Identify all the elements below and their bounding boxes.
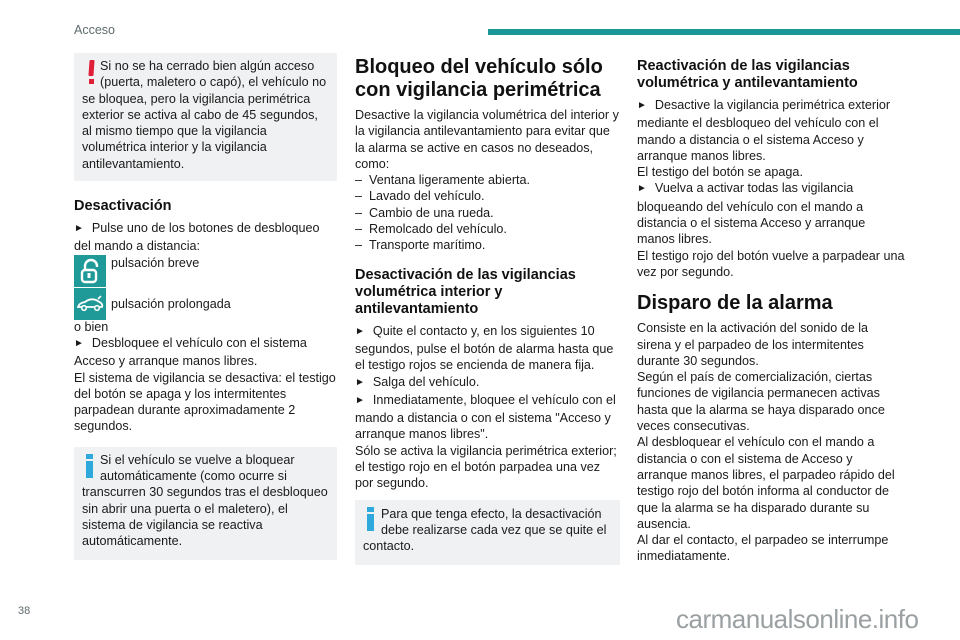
list-item: – Lavado del vehículo. [355,188,620,204]
volumetric-result: Sólo se activa la vigilancia perimétrica exterior; el testigo rojo en el botón parpadea una vez por segundo. [355,443,617,491]
volumetric-step-2: ► Salga del vehículo. [355,374,620,392]
info-note-relock: Si el vehículo se vuelve a bloquear automáticamente (como ocurre si transcurren 30 segundos tras el desbloqueo sin abrir una puerta o el maletero), el sistema de vigilancia se reactiva automáticamente. [74,447,337,560]
deactivation-volumetric-title: Desactivación de las vigilancias volumétrica interior y antilevantamiento [355,266,576,317]
chapter-title: Acceso [74,23,115,37]
step-marker-icon: ► [355,376,365,388]
list-item: – Transporte marítimo. [355,237,620,253]
reactivation-title: Reactivación de las vigilancias volumétrica y antilevantamiento [637,58,858,91]
header-rule [488,29,960,35]
car-unlock-icon [74,288,106,320]
deactivation-step-2: ► Desbloquee el vehículo con el sistema Acceso y arranque manos libres. [74,335,307,369]
long-press-label: pulsación prolongada [111,296,231,311]
unlock-padlock-icon [74,255,106,287]
alarm-para-4: Al dar el contacto, el parpadeo se interrumpe inmediatamente. [637,533,889,564]
remote-icons [74,255,337,319]
icon-row-long-press [74,287,337,319]
step-marker-icon: ► [637,183,647,195]
perimeter-lock-title: Bloqueo del vehículo sólo con vigilancia perimétrica [355,56,603,101]
info-note-text: transcurren 30 segundos tras el desbloqueo sin abrir una puerta o el maletero), el sistema de vigilancia se reactiva automáticamente. [82,485,328,549]
reactivation-step-1: ► Desactive la vigilancia perimétrica exterior mediante el desbloqueo del vehículo con el mando a distancia o el sistema Acceso y arranque manos libres. [637,98,891,163]
list-item: – Ventana ligeramente abierta. [355,172,620,188]
watermark: carmanualsonline.info [676,604,919,634]
page-number: 38 [18,605,31,617]
step-marker-icon: ► [355,394,365,406]
exclamation-icon [88,60,96,86]
short-press-label: pulsación breve [111,255,200,270]
reactivation-step-2: ► Vuelva a activar todas las vigilancia bloqueando del vehículo con el mando a distancia o el sistema Acceso y arranque manos libres. [637,181,866,247]
list-item: – Remolcado del vehículo. [355,221,620,237]
warning-note: Si no se ha cerrado bien algún acceso (puerta, maletero o capó), el vehículo no se bloquea, pero la vigilancia perimétrica exterior se activa al cabo de 45 segundos, al mismo tiempo que la vigilancia volumétrica interior y la vigilancia antilevantamiento. [74,53,337,181]
info-note-text: contacto. [363,539,415,554]
column-3 [637,58,905,565]
deactivation-title: Desactivación [74,198,172,215]
or-text: o bien [74,319,109,334]
perimeter-lock-intro: Desactive la vigilancia volumétrica del interior y la vigilancia antilevantamiento para evitar que la alarma se active en casos no deseados, como: [355,108,619,171]
step-marker-icon: ► [74,337,84,349]
info-note-ignition: Para que tenga efecto, la desactivación debe realizarse cada vez que se quite el contacto. [355,500,620,565]
step-marker-icon: ► [355,325,365,337]
warning-note-text: se bloquea, pero la vigilancia perimétrica exterior se activa al cabo de 45 segundos, al mismo tiempo que la vigilancia volumétrica interior y la vigilancia antilevantamiento. [82,91,318,171]
reactivation-result-1: El testigo del botón se apaga. [637,165,803,180]
volumetric-step-3: ► Inmediatamente, bloquee el vehículo con el mando a distancia o con el sistema "Acceso y arranque manos libres". [355,392,616,442]
alarm-para-3: Al desbloquear el vehículo con el mando a distancia o con el sistema de Acceso y arranque manos libres, el parpadeo rápido del testigo rojo del botón informa al conductor de que la alarma se ha disparado durante su ausencia. [637,435,895,531]
icon-row-short-press [74,255,337,287]
column-2 [355,56,620,565]
step-marker-icon: ► [637,100,647,111]
step-marker-icon: ► [74,223,84,235]
deactivation-result: El sistema de vigilancia se desactiva: el testigo del botón se apaga y los intermitentes parpadean durante aproximadamente 2 segundos. [74,370,336,434]
volumetric-step-1: ► Quite el contacto y, en los siguientes 10 segundos, pulse el botón de alarma hasta que el testigo rojos se encienda de manera fija. [355,323,614,373]
alarm-trigger-title: Disparo de la alarma [637,292,833,315]
deactivation-step-1: ► Pulse uno de los botones de desbloqueo del mando a distancia: [74,221,320,254]
reactivation-result-2: El testigo rojo del botón vuelve a parpadear una vez por segundo. [637,248,905,279]
info-icon [86,454,94,480]
alarm-para-2: Según el país de comercialización, ciertas funciones de vigilancia permanecen activas hasta que la alarma se haya disparado once veces consecutivas. [637,370,885,434]
alarm-para-1: Consiste en la activación del sonido de la sirena y el parpadeo de los intermitentes durante 30 segundos. [637,321,869,368]
list-item: – Cambio de una rueda. [355,205,620,221]
cases-list [355,172,620,253]
column-1 [74,53,337,560]
info-icon [367,507,375,533]
